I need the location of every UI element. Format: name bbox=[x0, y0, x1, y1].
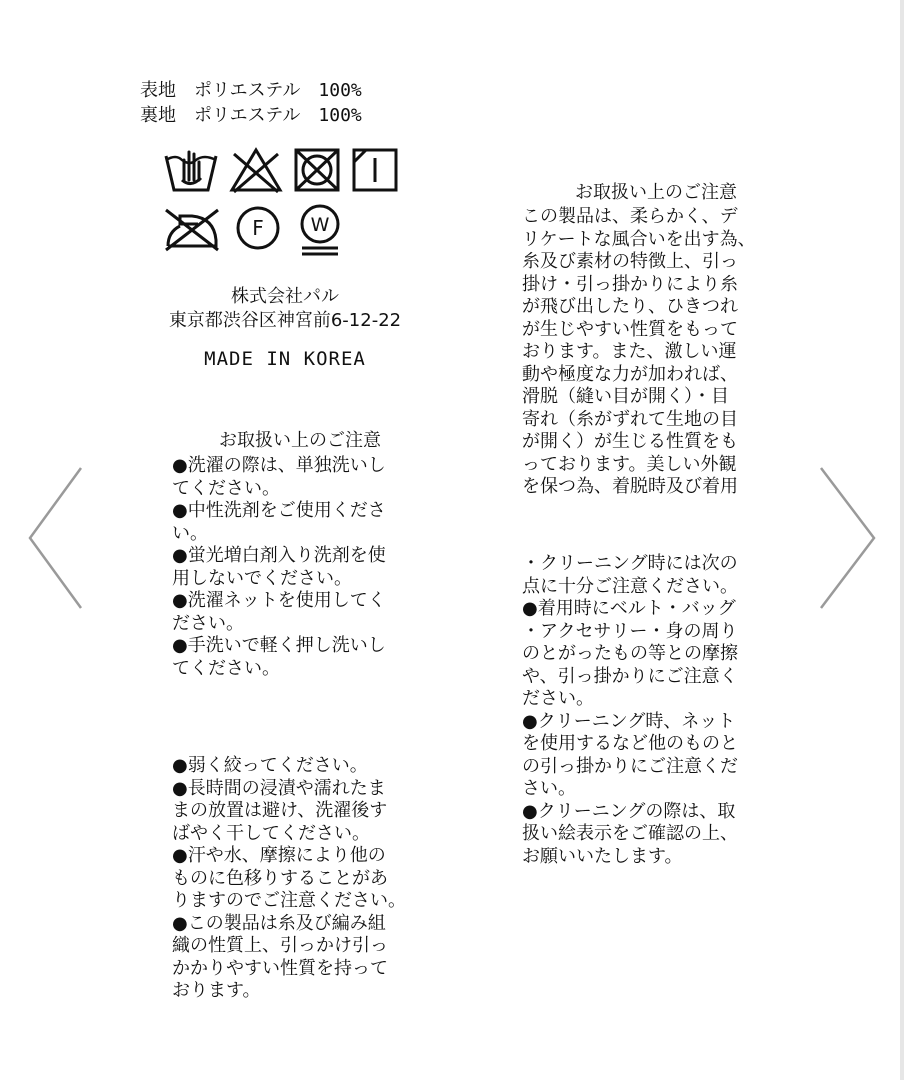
previous-arrow-button[interactable] bbox=[26, 466, 84, 615]
composition-part: 表地 bbox=[140, 80, 176, 101]
composition-row-outer bbox=[140, 78, 362, 103]
wet-clean-w-icon bbox=[294, 202, 346, 258]
wet-clean-letter: W bbox=[310, 214, 330, 236]
composition-material: ポリエステル bbox=[194, 105, 301, 126]
right-care-heading: お取扱い上のご注意 bbox=[575, 182, 737, 203]
company-name: 株式会社パル bbox=[231, 286, 339, 307]
chevron-right-icon bbox=[818, 466, 878, 612]
dry-clean-f-icon bbox=[232, 202, 284, 254]
composition-material: ポリエステル bbox=[194, 80, 301, 101]
page-edge bbox=[900, 0, 904, 1080]
left-care-notes-1: ●洗濯の際は、単独洗いし てください。 ●中性洗剤をご使用くださ い。 ●蛍光増白剤入り洗剤を使 用しないでください。 ●洗濯ネットを使用してく ださい。 ●手洗いで軽く押し洗いし てください。 bbox=[172, 455, 386, 679]
left-care-heading: お取扱い上のご注意 bbox=[219, 430, 381, 451]
composition-percent: 100% bbox=[318, 105, 362, 126]
chevron-left-icon bbox=[26, 466, 84, 612]
hand-wash-icon bbox=[162, 146, 220, 194]
no-bleach-icon bbox=[228, 146, 284, 194]
line-dry-icon bbox=[350, 146, 400, 194]
care-icons-row-1 bbox=[162, 146, 400, 194]
composition-row-lining bbox=[140, 103, 362, 128]
care-icons-row-2 bbox=[162, 202, 346, 258]
composition-percent: 100% bbox=[318, 80, 362, 101]
next-arrow-button[interactable] bbox=[818, 466, 878, 615]
right-care-notes-1: この製品は、柔らかく、デ リケートな風合いを出す為、 糸及び素材の特徴上、引っ 掛け・引っ掛かりにより糸 が飛び出したり、ひきつれ が生じやすい性質をもって おります。また、激しい運 動や極度な力が加われば、 滑脱（縫い目が開く）・目 寄れ（糸がずれて生地の目 が開く）が生じる性質をも っております。美しい外観 を保つ為、着脱時及び着用 bbox=[522, 206, 756, 497]
country-of-origin: MADE IN KOREA bbox=[204, 348, 366, 370]
company-address: 東京都渋谷区神宮前6-12-22 bbox=[168, 310, 402, 331]
dry-clean-letter: F bbox=[252, 216, 264, 240]
composition-part: 裏地 bbox=[140, 105, 176, 126]
fabric-composition bbox=[140, 78, 362, 128]
left-care-notes-2: ●弱く絞ってください。 ●長時間の浸漬や濡れたま まの放置は避け、洗濯後す ばやく干してください。 ●汗や水、摩擦により他の ものに色移りすることがあ りますのでご注意ください。 ●この製品は糸及び編み組 織の性質上、引っかけ引っ かかりやすい性質を持って おります。 bbox=[172, 755, 406, 1001]
no-tumble-dry-icon bbox=[292, 146, 342, 194]
no-iron-icon bbox=[162, 202, 222, 254]
right-care-notes-2: ・クリーニング時には次の 点に十分ご注意ください。 ●着用時にベルト・バッグ ・アクセサリー・身の周り のとがったもの等との摩擦 や、引っ掛かりにご注意く ださい。 ●クリーニング時、ネット を使用するなど他のものと の引っ掛かりにご注意くだ さい。 ●クリーニングの際は、取 扱い絵表示をご確認の上、 お願いいたします。 bbox=[522, 553, 738, 867]
